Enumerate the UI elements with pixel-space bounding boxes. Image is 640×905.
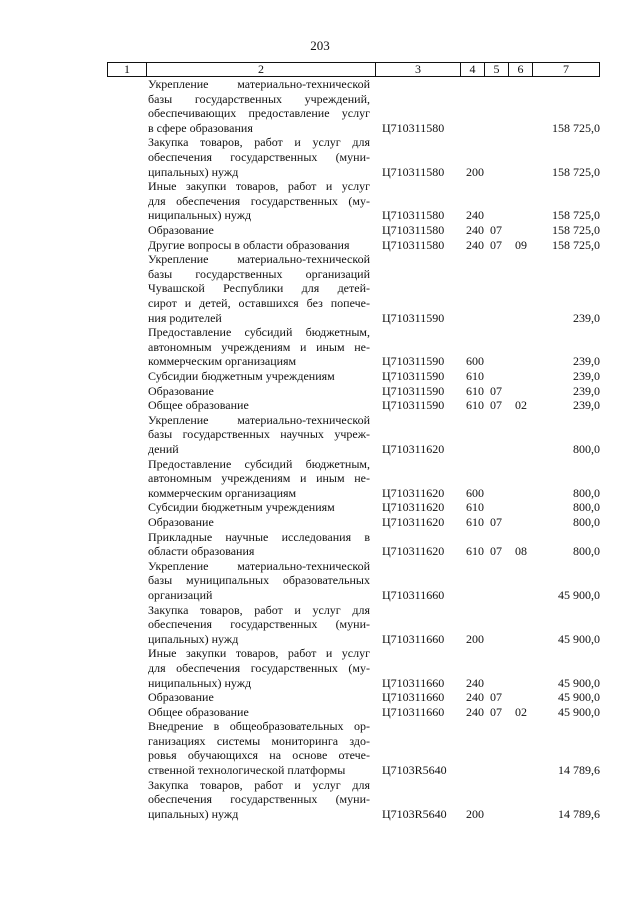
description-line: ственной технологической платформы	[148, 763, 346, 778]
description-line: Общее образование	[148, 398, 249, 413]
description-line: обеспечения государственных (муни-	[148, 792, 370, 807]
description-line: обеспечения государственных (муни-	[148, 149, 370, 164]
description-line: в сфере образования	[148, 120, 253, 135]
column-header-table	[107, 62, 600, 77]
target-article-code: Ц710311590	[382, 398, 445, 413]
table-row	[0, 559, 640, 603]
description-line: коммерческим организациям	[148, 354, 297, 369]
subsection-code: 02	[515, 398, 527, 413]
amount: 158 725,0	[552, 237, 600, 252]
target-article-code: Ц710311580	[382, 222, 445, 237]
target-article-code: Ц710311590	[382, 354, 445, 369]
target-article-code: Ц7103R5640	[382, 806, 447, 821]
amount: 239,0	[573, 383, 600, 398]
amount: 800,0	[573, 485, 600, 500]
description-line: Укрепление материально-технической	[148, 412, 370, 427]
column-header: 2	[147, 63, 376, 77]
description-line: ципальных) нужд	[148, 631, 239, 646]
column-header: 3	[376, 63, 461, 77]
target-article-code: Ц710311580	[382, 164, 445, 179]
description-line: ниципальных) нужд	[148, 675, 252, 690]
target-article-code: Ц710311660	[382, 704, 445, 719]
table-row	[0, 77, 640, 135]
section-code: 07	[490, 514, 502, 529]
description-line: Укрепление материально-технической	[148, 558, 370, 573]
target-article-code: Ц710311580	[382, 208, 445, 223]
section-code: 07	[490, 544, 502, 559]
description-line: базы муниципальных образовательных	[148, 573, 370, 588]
row-description	[148, 223, 370, 238]
row-description	[148, 719, 370, 777]
amount: 239,0	[573, 354, 600, 369]
target-article-code: Ц710311660	[382, 690, 445, 705]
row-description	[148, 690, 370, 705]
target-article-code: Ц710311580	[382, 120, 445, 135]
row-description	[148, 530, 370, 559]
expense-type-code: 200	[466, 806, 484, 821]
expense-type-code: 200	[466, 631, 484, 646]
expense-type-code: 610	[466, 398, 484, 413]
column-header: 5	[485, 63, 509, 77]
expense-type-code: 610	[466, 514, 484, 529]
row-description	[148, 500, 370, 515]
table-row	[0, 384, 640, 399]
description-line: базы государственных учреждений,	[148, 91, 370, 106]
amount: 239,0	[573, 368, 600, 383]
amount: 14 789,6	[558, 806, 600, 821]
column-header: 6	[509, 63, 533, 77]
expense-type-code: 240	[466, 237, 484, 252]
row-description	[148, 778, 370, 822]
description-line: дений	[148, 441, 179, 456]
target-article-code: Ц710311660	[382, 631, 445, 646]
amount: 800,0	[573, 514, 600, 529]
table-row	[0, 705, 640, 720]
subsection-code: 08	[515, 544, 527, 559]
expense-type-code: 240	[466, 208, 484, 223]
target-article-code: Ц710311620	[382, 441, 445, 456]
description-line: Закупка товаров, работ и услуг для	[148, 135, 370, 150]
description-line: Образование	[148, 514, 214, 529]
table-row	[0, 369, 640, 384]
table-row	[0, 238, 640, 253]
section-code: 07	[490, 398, 502, 413]
amount: 158 725,0	[552, 164, 600, 179]
description-line: обеспечивающих предоставление услуг	[148, 106, 370, 121]
expense-type-code: 240	[466, 222, 484, 237]
amount: 239,0	[573, 310, 600, 325]
expense-type-code: 610	[466, 383, 484, 398]
table-row	[0, 457, 640, 501]
subsection-code: 09	[515, 237, 527, 252]
amount: 800,0	[573, 544, 600, 559]
description-line: Прикладные научные исследования в	[148, 529, 370, 544]
description-line: ганизациях системы мониторинга здо-	[148, 733, 370, 748]
row-description	[148, 515, 370, 530]
row-description	[148, 384, 370, 399]
amount: 14 789,6	[558, 763, 600, 778]
description-line: автономным учреждениям и иным не-	[148, 471, 370, 486]
description-line: Другие вопросы в области образования	[148, 237, 350, 252]
subsection-code: 02	[515, 704, 527, 719]
description-line: Образование	[148, 222, 214, 237]
row-description	[148, 325, 370, 369]
target-article-code: Ц710311620	[382, 500, 445, 515]
row-description	[148, 135, 370, 179]
description-line: коммерческим организациям	[148, 485, 297, 500]
target-article-code: Ц710311580	[382, 237, 445, 252]
description-line: Субсидии бюджетным учреждениям	[148, 368, 335, 383]
amount: 800,0	[573, 500, 600, 515]
description-line: для обеспечения государственных (му-	[148, 193, 370, 208]
expense-type-code: 600	[466, 354, 484, 369]
table-row	[0, 690, 640, 705]
description-line: базы государственных организаций	[148, 266, 370, 281]
target-article-code: Ц710311620	[382, 544, 445, 559]
description-line: базы государственных научных учреж-	[148, 427, 370, 442]
row-description	[148, 77, 370, 135]
target-article-code: Ц7103R5640	[382, 763, 447, 778]
section-code: 07	[490, 690, 502, 705]
section-code: 07	[490, 383, 502, 398]
description-line: ния родителей	[148, 310, 222, 325]
amount: 45 900,0	[558, 704, 600, 719]
description-line: Образование	[148, 383, 214, 398]
description-line: организаций	[148, 587, 213, 602]
target-article-code: Ц710311620	[382, 485, 445, 500]
table-row	[0, 530, 640, 559]
section-code: 07	[490, 704, 502, 719]
amount: 45 900,0	[558, 631, 600, 646]
description-line: ровья обучающихся на основе отече-	[148, 748, 370, 763]
row-description	[148, 457, 370, 501]
amount: 800,0	[573, 441, 600, 456]
table-row	[0, 515, 640, 530]
amount: 45 900,0	[558, 587, 600, 602]
table-row	[0, 179, 640, 223]
expense-type-code: 240	[466, 675, 484, 690]
table-row	[0, 135, 640, 179]
table-row	[0, 719, 640, 777]
table-row	[0, 778, 640, 822]
section-code: 07	[490, 222, 502, 237]
column-header: 7	[533, 63, 600, 77]
row-description	[148, 398, 370, 413]
row-description	[148, 646, 370, 690]
description-line: Образование	[148, 690, 214, 705]
column-header: 4	[461, 63, 485, 77]
description-line: Чувашской Республики для детей-	[148, 281, 370, 296]
table-row	[0, 646, 640, 690]
description-line: автономным учреждениям и иным не-	[148, 339, 370, 354]
amount: 158 725,0	[552, 222, 600, 237]
description-line: Закупка товаров, работ и услуг для	[148, 602, 370, 617]
description-line: Укрепление материально-технической	[148, 252, 370, 267]
description-line: Иные закупки товаров, работ и услуг	[148, 179, 370, 194]
row-description	[148, 413, 370, 457]
table-row	[0, 398, 640, 413]
section-code: 07	[490, 237, 502, 252]
target-article-code: Ц710311590	[382, 310, 445, 325]
table-row	[0, 413, 640, 457]
expense-type-code: 610	[466, 500, 484, 515]
expense-type-code: 240	[466, 704, 484, 719]
amount: 45 900,0	[558, 690, 600, 705]
row-description	[148, 705, 370, 720]
expense-type-code: 200	[466, 164, 484, 179]
description-line: ципальных) нужд	[148, 806, 239, 821]
description-line: сирот и детей, оставшихся без попече-	[148, 295, 370, 310]
description-line: Общее образование	[148, 704, 249, 719]
row-description	[148, 559, 370, 603]
column-header: 1	[108, 63, 147, 77]
description-line: Закупка товаров, работ и услуг для	[148, 777, 370, 792]
target-article-code: Ц710311660	[382, 587, 445, 602]
description-line: ниципальных) нужд	[148, 208, 252, 223]
description-line: ципальных) нужд	[148, 164, 239, 179]
table-row	[0, 500, 640, 515]
row-description	[148, 252, 370, 325]
target-article-code: Ц710311660	[382, 675, 445, 690]
amount: 158 725,0	[552, 120, 600, 135]
row-description	[148, 369, 370, 384]
amount: 45 900,0	[558, 675, 600, 690]
row-description	[148, 603, 370, 647]
expense-type-code: 600	[466, 485, 484, 500]
description-line: обеспечения государственных (муни-	[148, 617, 370, 632]
amount: 158 725,0	[552, 208, 600, 223]
description-line: Укрепление материально-технической	[148, 77, 370, 91]
description-line: Иные закупки товаров, работ и услуг	[148, 646, 370, 661]
budget-table-body	[0, 77, 640, 821]
target-article-code: Ц710311590	[382, 383, 445, 398]
amount: 239,0	[573, 398, 600, 413]
description-line: области образования	[148, 544, 255, 559]
description-line: Предоставление субсидий бюджетным,	[148, 456, 370, 471]
row-description	[148, 179, 370, 223]
target-article-code: Ц710311620	[382, 514, 445, 529]
page-number: 203	[310, 38, 330, 53]
table-row	[0, 603, 640, 647]
description-line: для обеспечения государственных (му-	[148, 660, 370, 675]
target-article-code: Ц710311590	[382, 368, 445, 383]
expense-type-code: 610	[466, 544, 484, 559]
table-row	[0, 252, 640, 325]
description-line: Внедрение в общеобразовательных ор-	[148, 719, 370, 734]
description-line: Субсидии бюджетным учреждениям	[148, 500, 335, 515]
expense-type-code: 610	[466, 368, 484, 383]
table-row	[0, 325, 640, 369]
table-row	[0, 223, 640, 238]
expense-type-code: 240	[466, 690, 484, 705]
row-description	[148, 238, 370, 253]
description-line: Предоставление субсидий бюджетным,	[148, 325, 370, 340]
